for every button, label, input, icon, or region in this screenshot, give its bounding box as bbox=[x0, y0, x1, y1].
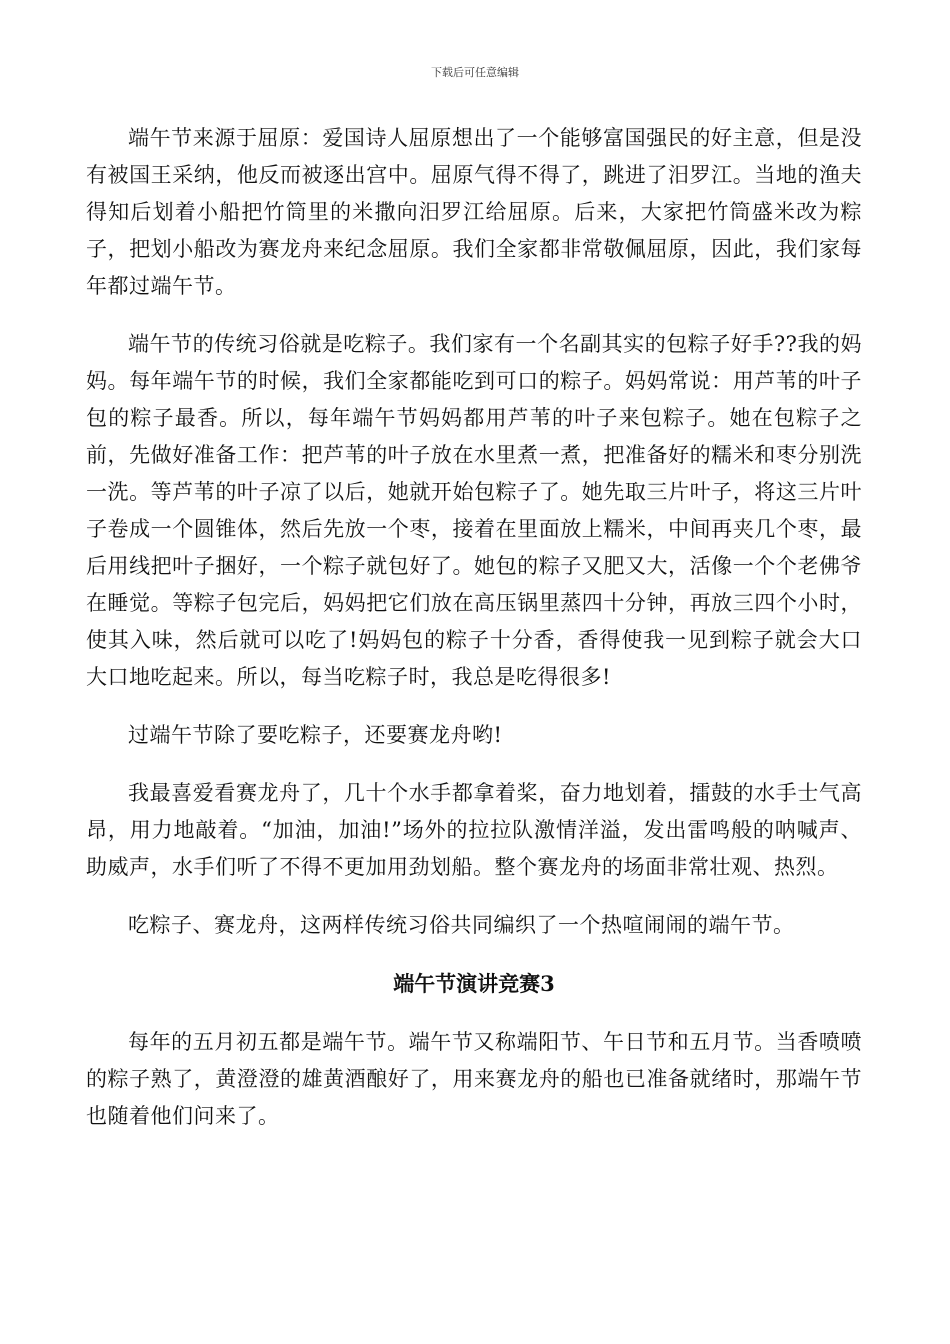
paragraph-dragon-boat-intro: 过端午节除了要吃粽子，还要赛龙舟哟! bbox=[128, 723, 503, 747]
paragraph-summary: 吃粽子、赛龙舟，这两样传统习俗共同编织了一个热喧闹闹的端午节。 bbox=[128, 913, 795, 937]
page-header: 下载后可任意编辑 bbox=[431, 66, 519, 79]
paragraph-fifth-month: 每年的五月初五都是端午节。端午节又称端阳节、午日节和五月节。当香喷喷的粽子熟了，黄澄澄的雄黄酒酿好了，用来赛龙舟的船也已准备就绪时，那端午节也随着他们问来了。 bbox=[86, 1030, 862, 1128]
paragraph-zongzi: 端午节的传统习俗就是吃粽子。我们家有一个名副其实的包粽子好手??我的妈妈。每年端午节的时候，我们全家都能吃到可口的粽子。妈妈常说：用芦苇的叶子包的粽子最香。所以，每年端午节妈妈都用芦苇的叶子来包粽子。她在包粽子之前，先做好准备工作：把芦苇的叶子放在水里煮一煮，把准备好的糯米和枣分别洗一洗。等芦苇的叶子凉了以后，她就开始包粽子了。她先取三片叶子，将这三片叶子卷成一个圆锥体，然后先放一个枣，接着在里面放上糯米，中间再夹几个枣，最后用线把叶子捆好，一个粽子就包好了。她包的粽子又肥又大，活像一个个老佛爷在睡觉。等粽子包完后，妈妈把它们放在高压锅里蒸四十分钟，再放三四个小时，使其入味，然后就可以吃了!妈妈包的粽子十分香，香得使我一见到粽子就会大口大口地吃起来。所以，每当吃粽子时，我总是吃得很多! bbox=[86, 332, 862, 689]
document-body bbox=[86, 120, 862, 1156]
paragraph-origin: 端午节来源于屈原：爱国诗人屈原想出了一个能够富国强民的好主意，但是没有被国王采纳，他反而被逐出宫中。屈原气得不得了，跳进了汨罗江。当地的渔夫得知后划着小船把竹筒里的米撒向汨罗江给屈原。后来，大家把竹筒盛米改为粽子，把划小船改为赛龙舟来纪念屈原。我们全家都非常敬佩屈原，因此，我们家每年都过端午节。 bbox=[86, 126, 862, 298]
section-heading: 端午节演讲竞赛3 bbox=[393, 971, 555, 996]
paragraph-dragon-boat-race: 我最喜爱看赛龙舟了，几十个水手都拿着桨，奋力地划着，擂鼓的水手士气高昂，用力地敲着。“加油，加油!”场外的拉拉队激情洋溢，发出雷鸣般的呐喊声、助威声，水手们听了不得不更加用劲划船。整个赛龙舟的场面非常壮观、热烈。 bbox=[86, 781, 862, 879]
